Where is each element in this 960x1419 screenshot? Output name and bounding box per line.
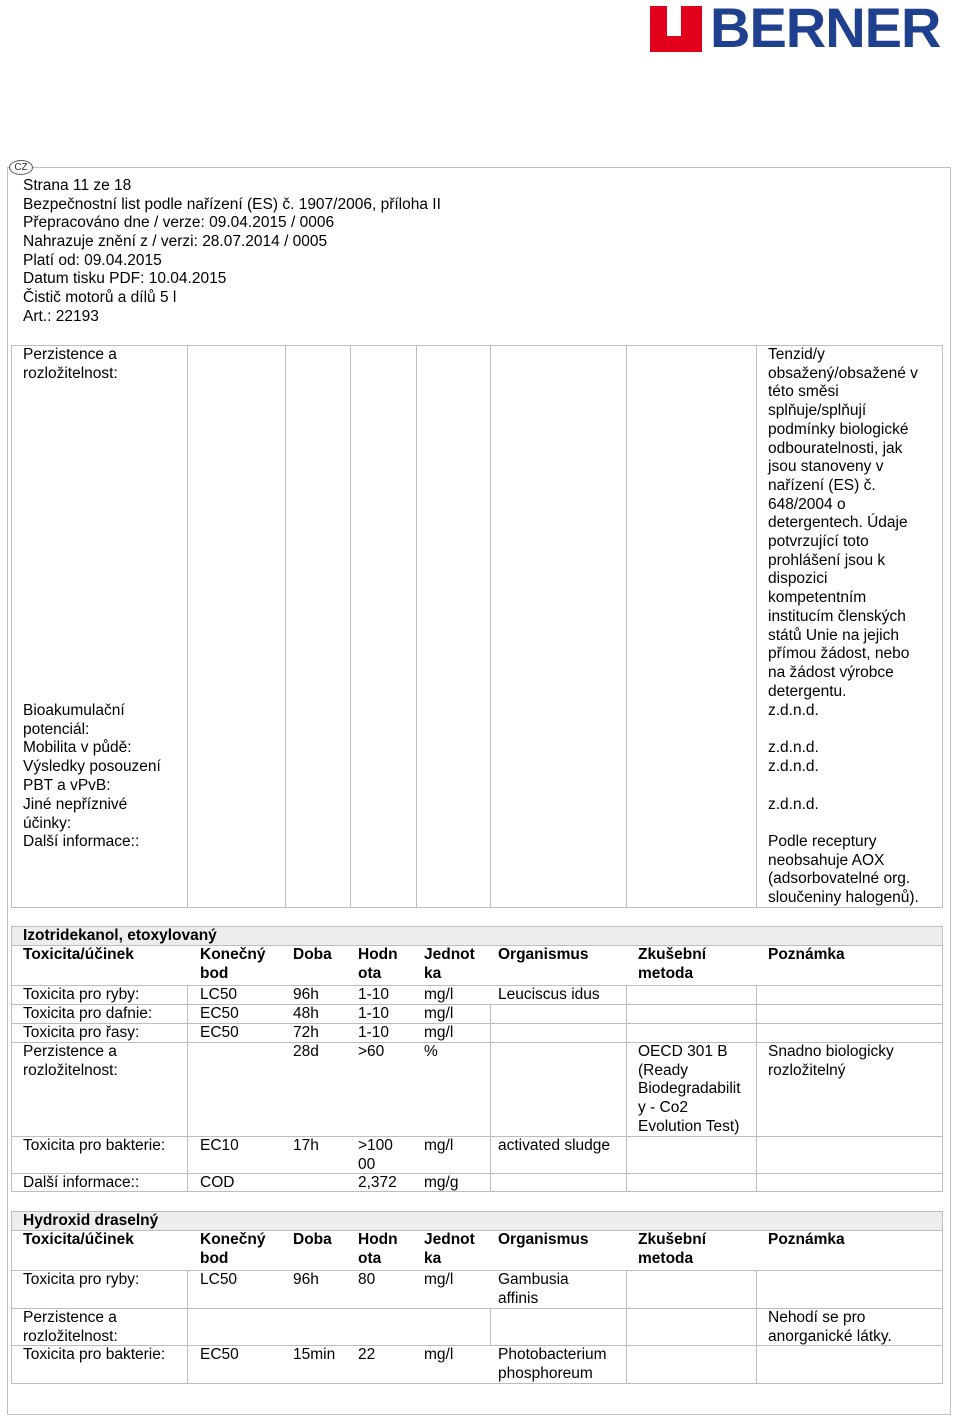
s1-other-label: Jiné nepříznivé účinky: xyxy=(23,796,128,832)
note-line: dispozici xyxy=(768,570,828,588)
method-line: Evolution Test) xyxy=(638,1117,740,1135)
note-line: na žádost výrobce xyxy=(768,663,894,681)
s1-pbt-value: z.d.n.d. xyxy=(768,758,819,775)
note-line: institucím členských xyxy=(768,607,906,625)
s1-pbt-label: Výsledky posouzení PBT a vPvB: xyxy=(23,758,161,794)
s2-title: Izotridekanol, etoxylovaný xyxy=(23,927,217,944)
page-number: Strana 11 ze 18 xyxy=(23,177,132,194)
document-header xyxy=(23,177,441,327)
s3-col-effect: Toxicita/účinek xyxy=(23,1231,134,1248)
brand-mark-icon xyxy=(650,6,702,52)
article-number: Art.: 22193 xyxy=(23,307,99,325)
s1-bio-value: z.d.n.d. xyxy=(768,702,819,719)
s3-col-note: Poznámka xyxy=(768,1231,845,1248)
s2-col-effect: Toxicita/účinek xyxy=(23,946,134,963)
s1-further-label: Další informace:: xyxy=(23,833,140,850)
revision-line: Přepracováno dne / verze: 09.04.2015 / 0006 xyxy=(23,214,335,232)
note-line: Tenzid/y xyxy=(768,346,825,363)
valid-from-line: Platí od: 09.04.2015 xyxy=(23,251,162,269)
note-line: podmínky biologické xyxy=(768,420,909,438)
s3-col-organism: Organismus xyxy=(498,1231,589,1248)
note-line: jsou stanoveny v xyxy=(768,458,884,476)
note-line: detergentu. xyxy=(768,682,847,700)
regulation-line: Bezpečnostní list podle nařízení (ES) č. 1907/2006, příloha II xyxy=(23,195,441,213)
s3-col-unit: Jednot ka xyxy=(424,1231,475,1267)
s3-col-endpoint: Konečný bod xyxy=(200,1231,266,1267)
s2-col-duration: Doba xyxy=(293,946,332,963)
s2-col-endpoint: Konečný bod xyxy=(200,946,266,982)
note-line: Podle receptury xyxy=(768,833,877,850)
country-badge: CZ xyxy=(9,160,33,175)
s3-col-value: Hodn ota xyxy=(358,1231,398,1267)
note-line: prohlášení jsou k xyxy=(768,551,886,569)
note-line: přímou žádost, nebo xyxy=(768,645,910,663)
s2-col-note: Poznámka xyxy=(768,946,845,963)
s3-col-duration: Doba xyxy=(293,1231,332,1248)
note-line: splňuje/splňují xyxy=(768,402,867,420)
print-date-line: Datum tisku PDF: 10.04.2015 xyxy=(23,270,227,288)
note-line: (adsorbovatelné org. xyxy=(768,870,911,888)
note-line: neobsahuje AOX xyxy=(768,851,885,869)
s3-col-method: Zkušební metoda xyxy=(638,1231,707,1267)
method-line: Biodegradabilit xyxy=(638,1080,741,1098)
s2-col-unit: Jednot ka xyxy=(424,946,475,982)
product-name: Čistič motorů a dílů 5 l xyxy=(23,289,177,307)
brand-name: BERNER xyxy=(710,0,941,59)
note-line: obsažený/obsažené v xyxy=(768,364,918,382)
method-line: (Ready xyxy=(638,1061,688,1079)
s2-col-value: Hodn ota xyxy=(358,946,398,982)
method-line: OECD 301 B xyxy=(638,1043,728,1060)
replaces-line: Nahrazuje znění z / verzi: 28.07.2014 / 0005 xyxy=(23,233,328,251)
s1-persistence-label: Perzistence a rozložitelnost: xyxy=(23,346,118,382)
brand-logo xyxy=(650,0,955,59)
s1-persistence-note xyxy=(768,346,918,701)
s3-title: Hydroxid draselný xyxy=(23,1212,159,1229)
s1-mobility-value: z.d.n.d. xyxy=(768,739,819,756)
s2-col-method: Zkušební metoda xyxy=(638,946,707,982)
s2-col-organism: Organismus xyxy=(498,946,589,963)
method-line: y - Co2 xyxy=(638,1099,688,1117)
s1-other-value: z.d.n.d. xyxy=(768,796,819,813)
s2-persist-method xyxy=(638,1043,741,1137)
note-line: potvrzující toto xyxy=(768,533,869,551)
note-line: států Unie na jejich xyxy=(768,626,899,644)
note-line: nařízení (ES) č. xyxy=(768,476,876,494)
s1-further-note xyxy=(768,833,919,908)
note-line: detergentech. Údaje xyxy=(768,514,908,532)
note-line: odbouratelnosti, jak xyxy=(768,439,903,457)
note-line: sloučeniny halogenů). xyxy=(768,889,919,907)
s1-mobility-label: Mobilita v půdě: xyxy=(23,739,132,756)
note-line: 648/2004 o xyxy=(768,495,846,513)
note-line: této směsi xyxy=(768,383,839,401)
s1-bio-label: Bioakumulační potenciál: xyxy=(23,702,125,738)
note-line: kompetentním xyxy=(768,589,867,607)
